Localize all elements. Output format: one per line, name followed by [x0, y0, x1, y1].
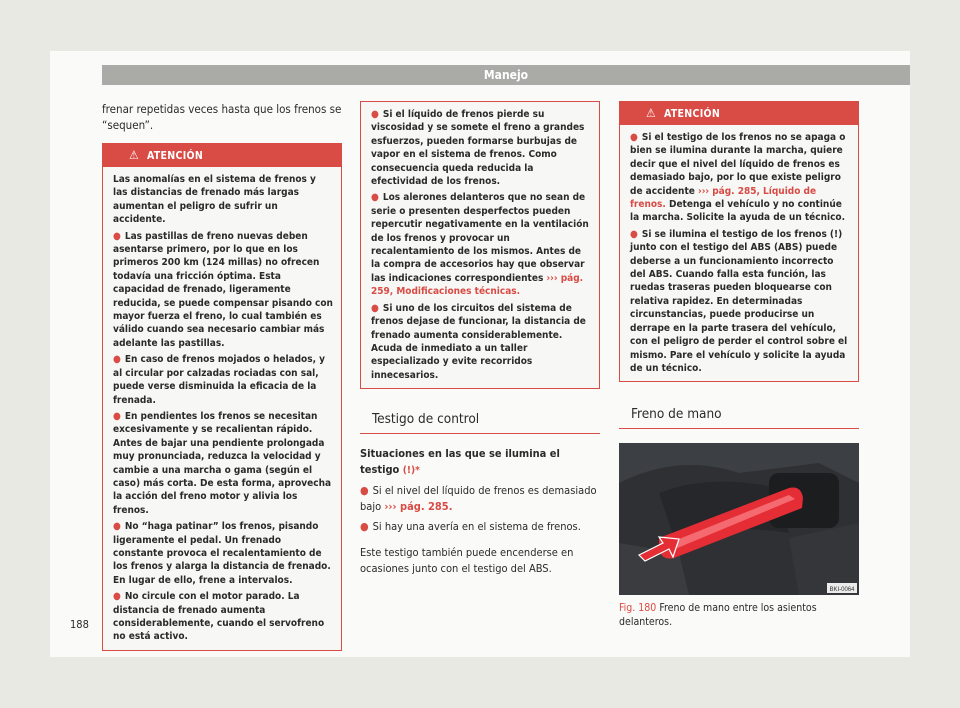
warning-item: ● Si se ilumina el testigo de los frenos (!) junto con el testigo del ABS (ABS) puede deberse a un funcionamiento incorrecto del ABS. Cuando falla esta función, las ruedas traseras pueden bloquearse con relativa rapidez. En determinadas circunstancias, puede producirse un derrape en la parte trasera del vehículo, con el peligro de perder el control sobre el mismo. Pare el vehículo y solicite la ayuda de un técnico.	[630, 228, 848, 374]
warning-header	[620, 102, 858, 125]
bullet-icon: ●	[113, 591, 121, 603]
warning-item: ● No “haga patinar” los frenos, pisando ligeramente el pedal. Un frenado constante provoca el recalentamiento de los frenos y alarga la distancia de frenado. En lugar de ello, frene a intervalos.	[113, 521, 331, 586]
bullet-icon: ●	[371, 302, 379, 314]
page-reference-link[interactable]: ››› pág. 285.	[384, 500, 453, 514]
bullet-icon: ●	[371, 109, 379, 120]
warning-item: ● Las pastillas de freno nuevas deben asentarse primero, por lo que en los primeros 200 km (124 millas) no ofrecen todavía una fricción óptima. Esta capacidad de frenado, ligeramente reducida, se puede compensar pisando con mayor fuerza el freno, lo cual también es válido cuando sea necesario cambiar más adelante las pastillas.	[113, 230, 333, 349]
page	[50, 51, 910, 657]
bullet-icon: ●	[371, 192, 379, 204]
warning-body	[361, 102, 599, 388]
column-3	[619, 101, 859, 629]
lead-text: frenar repetidas veces hasta que los frenos se “sequen”.	[102, 102, 342, 132]
situations-list	[360, 483, 600, 577]
figure-number: Fig. 180	[619, 602, 657, 615]
page-reference-link[interactable]: ››› pág. 285, Líquido de frenos.	[630, 185, 817, 211]
section-header: Manejo	[102, 65, 910, 85]
column-1	[102, 101, 342, 651]
brake-warning-lamp-icon: (!)*	[402, 465, 420, 477]
warning-box-3	[619, 101, 859, 382]
column-2	[360, 101, 600, 577]
handbrake-photo	[619, 443, 859, 595]
list-item: ● Si el nivel del líquido de frenos es demasiado bajo ››› pág. 285.	[360, 484, 597, 514]
photo-code: BKI-0064	[829, 587, 855, 594]
warning-body	[620, 125, 858, 381]
warning-box-continued	[360, 101, 600, 389]
warning-triangle-icon: ⚠	[646, 106, 656, 120]
warning-body	[103, 167, 341, 650]
situations-heading: Situaciones en las que se ilumina el testigo (!)*	[360, 446, 600, 479]
caption-text: Freno de mano entre los asientos delanteros.	[619, 602, 817, 629]
bullet-icon: ●	[360, 520, 369, 534]
bullet-icon: ●	[113, 230, 121, 242]
bullet-icon: ●	[113, 410, 121, 422]
warning-item: ● Si el líquido de frenos pierde su viscosidad y se somete el freno a grandes esfuerzos, pueden formarse burbujas de vapor en el sistema de frenos. Como consecuencia queda reducida la efectividad de los frenos.	[371, 109, 585, 188]
bullet-icon: ●	[630, 132, 638, 143]
warning-item: ● Los alerones delanteros que no sean de serie o presenten desperfectos pueden repercutir negativamente en la ventilación de los frenos y provocar un recalentamiento de los mismos. Antes de la compra de accesorios hay que observar las indicaciones correspondientes ››› pág. 259, Modificaciones técnicas.	[371, 192, 589, 298]
page-reference-link[interactable]: ››› pág. 259, Modificaciones técnicas.	[371, 272, 584, 298]
warning-item: ● En pendientes los frenos se necesitan excesivamente y se recalientan rápido. Antes de bajar una pendiente prolongada muy pronunciada, reduzca la velocidad y cambie a una marcha o gama (según el caso) más corta. De esta forma, aprovecha la acción del freno motor y alivia los frenos.	[113, 410, 332, 516]
list-item: ● Si hay una avería en el sistema de frenos.	[360, 520, 581, 534]
warning-intro: Las anomalías en el sistema de frenos y las distancias de frenado más largas aumentan el peligro de sufrir un accidente.	[113, 174, 316, 226]
warning-triangle-icon: ⚠	[129, 148, 139, 162]
bullet-icon: ●	[630, 228, 638, 240]
warning-title: ATENCIÓN	[147, 150, 204, 162]
handbrake-illustration	[619, 443, 859, 595]
bullet-icon: ●	[113, 521, 121, 533]
warning-title: ATENCIÓN	[664, 108, 721, 120]
warning-item: ● No circule con el motor parado. La distancia de frenado aumenta considerablemente, cuando el servofreno no está activo.	[113, 591, 325, 643]
warning-item: ● Si uno de los circuitos del sistema de frenos dejase de funcionar, la distancia de frenado aumenta considerablemente. Acuda de inmediato a un taller especializado y evite recorridos innecesarios.	[371, 302, 586, 381]
warning-header	[103, 144, 341, 167]
abs-note: Este testigo también puede encenderse en ocasiones junto con el testigo del ABS.	[360, 546, 574, 576]
warning-box-1	[102, 143, 342, 651]
warning-item: ● En caso de frenos mojados o helados, y al circular por calzadas rociadas con sal, puede verse disminuida la eficacia de la frenada.	[113, 354, 325, 406]
page-number: 188	[70, 618, 89, 631]
bullet-icon: ●	[360, 484, 369, 498]
section-title-testigo: Testigo de control	[360, 411, 600, 434]
section-title-freno-mano: Freno de mano	[619, 406, 859, 429]
bullet-icon: ●	[113, 354, 121, 366]
warning-item: ● Si el testigo de los frenos no se apaga o bien se ilumina durante la marcha, quiere decir que el nivel del líquido de frenos es demasiado bajo, por lo que existe peligro de accidente ››› pág. 285, Líquido de frenos. Detenga el vehículo y no continúe la marcha. Solicite la ayuda de un técnico.	[630, 132, 846, 224]
figure-caption	[619, 601, 859, 629]
